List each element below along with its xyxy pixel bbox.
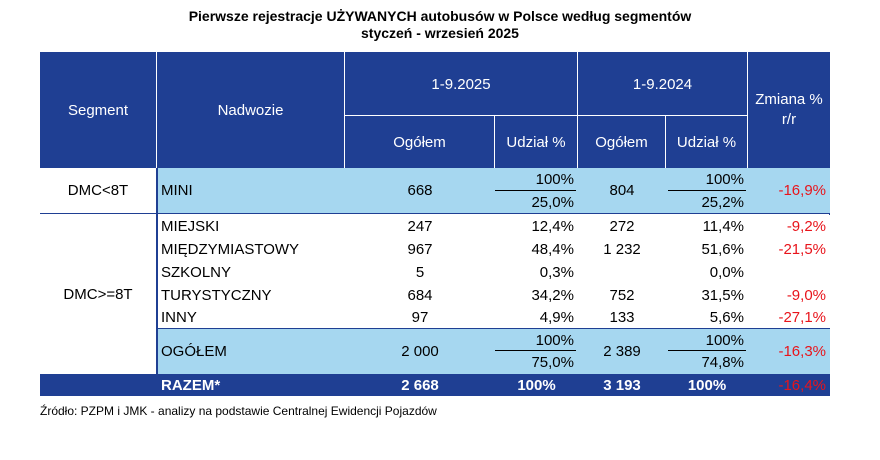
total-row-name: RAZEM* <box>157 374 345 396</box>
mini-udzial-2025-total: 100% <box>495 168 578 191</box>
row-miedzymiastowy-change: -21,5% <box>748 238 830 261</box>
total-row-segment <box>40 374 157 396</box>
header-period-2024: 1-9.2024 <box>578 52 748 116</box>
table-subtitle: styczeń - wrzesień 2025 <box>361 25 519 41</box>
header-ogolem-2024: Ogółem <box>578 116 666 168</box>
row-szkolny-change <box>748 261 830 284</box>
header-ogolem-2025: Ogółem <box>345 116 495 168</box>
row-turystyczny-name: TURYSTYCZNY <box>157 284 345 307</box>
header-change-line2: r/r <box>781 111 797 128</box>
row-miejski-ogolem-2024: 272 <box>578 215 666 238</box>
subtotal-ogolem-2025: 2 000 <box>345 328 495 374</box>
subtotal-change: -16,3% <box>748 328 830 374</box>
segment-dmc-lt8: DMC<8T <box>40 168 157 214</box>
row-miejski-udzial-2024: 11,4% <box>666 215 748 238</box>
header-change-line1: Zmiana % <box>755 91 823 108</box>
header-period-2025: 1-9.2025 <box>345 52 578 116</box>
row-turystyczny-change: -9,0% <box>748 284 830 307</box>
subtotal-fraction-line-2025 <box>495 350 576 351</box>
row-inny-udzial-2024: 5,6% <box>666 307 748 328</box>
subtotal-udzial-2024-total: 100% <box>666 328 748 351</box>
row-turystyczny-udzial-2024: 31,5% <box>666 284 748 307</box>
row-inny-ogolem-2025: 97 <box>345 307 495 328</box>
row-miejski-ogolem-2025: 247 <box>345 215 495 238</box>
row-miedzymiastowy-ogolem-2024: 1 232 <box>578 238 666 261</box>
mini-fraction-line-2024 <box>668 190 746 191</box>
header-divider <box>345 115 748 116</box>
row-turystyczny-ogolem-2025: 684 <box>345 284 495 307</box>
row-inny-udzial-2025: 4,9% <box>495 307 578 328</box>
header-udzial-2024: Udział % <box>666 116 748 168</box>
mini-udzial-2024-total: 100% <box>666 168 748 191</box>
header-segment: Segment <box>40 52 157 168</box>
subtotal-udzial-2025-total: 100% <box>495 328 578 351</box>
row-miedzymiastowy-udzial-2025: 48,4% <box>495 238 578 261</box>
segment-dmc-ge8: DMC>=8T <box>40 214 157 374</box>
row-turystyczny-udzial-2025: 34,2% <box>495 284 578 307</box>
row-szkolny-name: SZKOLNY <box>157 261 345 284</box>
header-udzial-2025: Udział % <box>495 116 578 168</box>
mini-fraction-line-2025 <box>495 190 576 191</box>
row-miedzymiastowy-udzial-2024: 51,6% <box>666 238 748 261</box>
subtotal-udzial-2025-share: 75,0% <box>495 351 578 374</box>
subtotal-name: OGÓŁEM <box>157 328 345 374</box>
row-miedzymiastowy-ogolem-2025: 967 <box>345 238 495 261</box>
mini-ogolem-2025: 668 <box>345 168 495 214</box>
row-szkolny-udzial-2025: 0,3% <box>495 261 578 284</box>
header-nadwozie: Nadwozie <box>157 52 345 168</box>
subtotal-udzial-2024-share: 74,8% <box>666 351 748 374</box>
total-row-udzial-2025: 100% <box>495 374 578 396</box>
mini-ogolem-2024: 804 <box>578 168 666 214</box>
total-row-change: -16,4% <box>748 374 830 396</box>
mini-udzial-2024-share: 25,2% <box>666 191 748 214</box>
subtotal-fraction-line-2024 <box>668 350 746 351</box>
row-miejski-change: -9,2% <box>748 215 830 238</box>
row-miejski-udzial-2025: 12,4% <box>495 215 578 238</box>
mini-name: MINI <box>157 168 345 214</box>
total-row-ogolem-2024: 3 193 <box>578 374 666 396</box>
row-szkolny-ogolem-2025: 5 <box>345 261 495 284</box>
row-inny-change: -27,1% <box>748 307 830 328</box>
table-title: Pierwsze rejestracje UŻYWANYCH autobusów w Polsce według segmentów <box>188 8 692 24</box>
total-row-udzial-2024: 100% <box>666 374 748 396</box>
mini-change: -16,9% <box>748 168 830 214</box>
row-szkolny-ogolem-2024 <box>578 261 666 284</box>
total-row-ogolem-2025: 2 668 <box>345 374 495 396</box>
row-turystyczny-ogolem-2024: 752 <box>578 284 666 307</box>
row-inny-name: INNY <box>157 307 345 328</box>
source-note: Źródło: PZPM i JMK - analizy na podstawie Centralnej Ewidencji Pojazdów <box>40 404 437 418</box>
mini-udzial-2025-share: 25,0% <box>495 191 578 214</box>
row-miedzymiastowy-name: MIĘDZYMIASTOWY <box>157 238 345 261</box>
row-miejski-name: MIEJSKI <box>157 215 345 238</box>
subtotal-ogolem-2024: 2 389 <box>578 328 666 374</box>
row-szkolny-udzial-2024: 0,0% <box>666 261 748 284</box>
registrations-table <box>40 52 830 396</box>
header-change <box>748 52 830 168</box>
grid-line-segment <box>157 168 158 374</box>
row-inny-ogolem-2024: 133 <box>578 307 666 328</box>
